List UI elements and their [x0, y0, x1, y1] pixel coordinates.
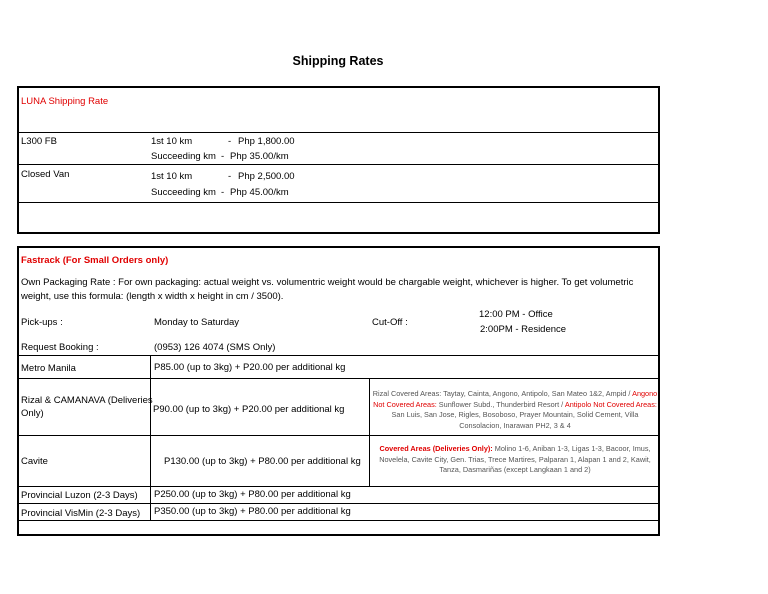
rate-metro-manila: P85.00 (up to 3kg) + P20.00 per additional kg	[154, 362, 346, 373]
area-provincial-vismin: Provincial VisMin (2-3 Days)	[21, 508, 141, 519]
area-rizal-line2: Only)	[21, 408, 44, 419]
fastrack-rate-table	[17, 246, 660, 536]
van-succ-label: Succeeding km	[151, 187, 216, 198]
l300-succ-rate: Php 35.00/km	[230, 151, 289, 162]
vehicle-l300: L300 FB	[21, 136, 57, 147]
l300-first-sep: -	[228, 136, 232, 147]
booking-label: Request Booking :	[21, 342, 99, 353]
l300-first-label: 1st 10 km	[151, 136, 193, 147]
rate-provincial-luzon: P250.00 (up to 3kg) + P80.00 per additional kg	[154, 489, 351, 500]
packaging-note-line1: Own Packaging Rate : For own packaging: actual weight vs. volumentric weight would be chargable weight, whichever is higher. To get volumetric	[21, 277, 634, 288]
packaging-note-line2: weight, use this formula: (length x width x height in cm / 3500).	[21, 291, 284, 302]
rate-cavite: P130.00 (up to 3kg) + P80.00 per additional kg	[164, 456, 361, 467]
luna-rate-table	[17, 86, 660, 234]
cutoff-label: Cut-Off :	[372, 317, 408, 328]
cutoff-office: 12:00 PM - Office	[479, 309, 553, 320]
fastrack-heading: Fastrack (For Small Orders only)	[21, 255, 169, 266]
luna-heading: LUNA Shipping Rate	[21, 96, 109, 107]
van-succ-rate: Php 45.00/km	[230, 187, 289, 198]
area-metro-manila: Metro Manila	[21, 363, 76, 374]
rate-rizal: P90.00 (up to 3kg) + P20.00 per additional kg	[153, 404, 345, 415]
pickups-label: Pick-ups :	[21, 317, 63, 328]
van-first-sep: -	[228, 171, 232, 182]
booking-value: (0953) 126 4074 (SMS Only)	[154, 342, 276, 353]
l300-first-rate: Php 1,800.00	[238, 136, 295, 147]
pickups-value: Monday to Saturday	[154, 317, 240, 328]
van-succ-sep: -	[221, 187, 225, 198]
area-provincial-luzon: Provincial Luzon (2-3 Days)	[21, 490, 138, 501]
vehicle-closed-van: Closed Van	[21, 169, 70, 180]
van-first-rate: Php 2,500.00	[238, 171, 295, 182]
l300-succ-sep: -	[221, 151, 225, 162]
rate-provincial-vismin: P350.00 (up to 3kg) + P80.00 per additional kg	[154, 506, 351, 517]
van-first-label: 1st 10 km	[151, 171, 193, 182]
rizal-coverage-note: Rizal Covered Areas: Taytay, Cainta, Angono, Antipolo, San Mateo 1&2, Ampid / Angono Not Covered Areas: Sunflower Subd., Thunderbird Resort / Antipolo Not Covered Areas: San Luis, San Jose, Rigles, Bosoboso, Prayer Mountain, Solid Cement, Villa Consolacion, Inarawan PH2, 3 & 4	[372, 389, 658, 430]
cutoff-residence: 2:00PM - Residence	[480, 324, 567, 335]
l300-succ-label: Succeeding km	[151, 151, 216, 162]
cavite-coverage-note: Covered Areas (Deliveries Only): Molino 1-6, Aniban 1-3, Ligas 1-3, Bacoor, Imus, Novelela, Cavite City, Gen. Trias, Trece Martires, Palparan 1, Alapan 1 and 2, Kawit, Tanza, Dasmariñas (except Langkaan 1 and 2)	[379, 444, 651, 474]
area-cavite: Cavite	[21, 456, 48, 467]
area-rizal-line1: Rizal & CAMANAVA (Deliveries	[21, 395, 153, 406]
page-title: Shipping Rates	[292, 54, 384, 68]
